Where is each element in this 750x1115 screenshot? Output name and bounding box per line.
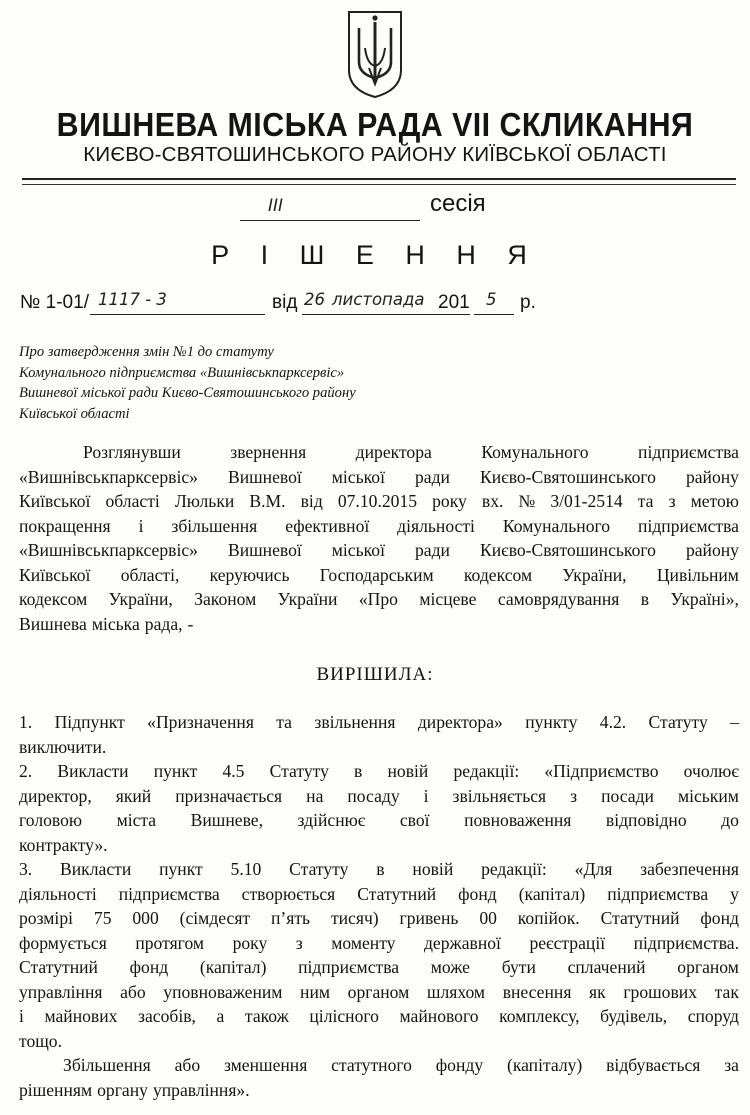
preamble-line: [19, 465, 739, 490]
item-line: [19, 784, 739, 809]
word: цілісного: [309, 1006, 379, 1026]
word: Господарським: [319, 564, 434, 585]
word: свої: [399, 810, 430, 830]
word: України,: [562, 564, 627, 585]
council-title: ВИШНЕВА МІСЬКА РАДА VII СКЛИКАННЯ: [56, 106, 694, 143]
word: і: [138, 515, 144, 536]
word: Вишневе,: [190, 810, 263, 830]
word: моменту: [331, 932, 396, 953]
word: Законом: [194, 589, 257, 609]
word: зменшення: [223, 1055, 308, 1075]
word: директор,: [19, 785, 92, 806]
decision-title: Р І Ш Е Н Н Я: [211, 240, 539, 270]
word: до: [721, 810, 739, 830]
word: від: [300, 491, 323, 511]
word: контракту».: [19, 834, 108, 855]
word: і: [19, 1006, 24, 1026]
year-digit: 5: [486, 290, 497, 309]
decision-number-prefix: № 1-01/: [20, 292, 89, 313]
word: Збільшення: [63, 1055, 151, 1075]
word: копійок.: [517, 908, 580, 928]
word: Комунального: [481, 442, 589, 462]
word: Статуту: [289, 859, 349, 879]
subject-line: Комунального підприємства «Вишнівськпарксервіс»: [19, 364, 345, 381]
word: району: [685, 466, 739, 487]
word: посади: [601, 785, 654, 806]
item-line: [19, 1078, 739, 1103]
word: 00: [479, 908, 497, 928]
item-line: [19, 759, 739, 784]
item-line: [19, 980, 739, 1005]
word: області,: [120, 564, 180, 585]
year-underline: [474, 314, 514, 315]
word: з: [295, 932, 303, 953]
date-day: 26: [304, 290, 325, 309]
word: на: [306, 785, 324, 806]
word: діяльності: [19, 883, 97, 904]
word: вх.: [481, 491, 504, 511]
word: так: [714, 981, 739, 1002]
item-line: [19, 857, 739, 882]
word: уповноваженим: [163, 981, 283, 1002]
word: збільшення: [171, 515, 258, 536]
word: Викласти: [60, 859, 132, 879]
word: звернення: [230, 442, 307, 462]
word: рада,: [144, 613, 183, 634]
decision-number-row: [20, 290, 740, 320]
word: Розглянувши: [83, 442, 181, 462]
word: з: [570, 785, 578, 806]
word: року: [432, 491, 467, 511]
item-line: [19, 735, 739, 760]
word: 000: [132, 908, 159, 928]
word: «Для: [574, 859, 613, 879]
word: органом: [677, 957, 739, 977]
word: України: [277, 589, 338, 609]
word: або: [174, 1055, 201, 1075]
word: Комунального: [502, 515, 611, 536]
word: покращення: [19, 515, 111, 536]
word: сплачений: [567, 957, 646, 977]
word: і: [423, 785, 429, 806]
session-label: сесія: [430, 190, 486, 217]
word: пункт: [153, 761, 198, 781]
word: посаду: [347, 785, 400, 806]
item-line: [19, 931, 739, 956]
date-prefix: від: [272, 292, 298, 313]
word: ради: [415, 466, 450, 487]
word: Люльки: [174, 491, 235, 511]
date-underline: [302, 314, 470, 315]
word: за: [724, 1055, 739, 1075]
word: ради: [415, 540, 450, 560]
word: здійснює: [297, 810, 366, 830]
preamble-line: [19, 440, 739, 465]
year-suffix: р.: [520, 292, 536, 313]
word: Статуту: [269, 761, 329, 781]
session-underline: [240, 196, 420, 221]
word: звільнення: [314, 712, 396, 732]
word: Київської: [19, 564, 91, 585]
word: також: [244, 1006, 289, 1026]
item-line: [19, 1053, 739, 1078]
district-subtitle: КИЄВО-СВЯТОШИНСЬКОГО РАЙОНУ КИЇВСЬКОЇ ОБЛАСТІ: [83, 143, 667, 166]
word: фонд: [129, 957, 169, 977]
word: відбувається: [606, 1055, 701, 1075]
word: підприємства: [298, 957, 400, 977]
year-prefix: 201: [438, 292, 470, 313]
word: міста: [116, 810, 157, 830]
word: року: [232, 932, 268, 953]
word: самоврядування: [497, 589, 620, 609]
word: редакції:: [453, 761, 520, 781]
word: 5.10: [230, 859, 262, 879]
word: Викласти: [57, 761, 129, 781]
word: №: [518, 491, 536, 511]
word: майнового: [399, 1006, 479, 1026]
word: Україні»,: [670, 589, 739, 609]
word: (капітал): [518, 883, 586, 904]
word: управління: [19, 981, 103, 1002]
word: підприємства.: [633, 932, 739, 953]
word: області: [105, 491, 160, 511]
word: директора: [355, 442, 432, 462]
word: Вишневої: [227, 540, 302, 560]
word: Києво-Святошинського: [480, 466, 656, 487]
preamble-line: [19, 489, 739, 514]
word: споруд: [687, 1006, 739, 1026]
word: управління».: [152, 1079, 250, 1100]
word: керуючись: [209, 564, 290, 585]
word: Статуту: [648, 712, 708, 732]
word: кодексом: [463, 564, 533, 585]
word: -: [187, 613, 194, 634]
preamble-line: [19, 612, 739, 637]
word: Статутний: [357, 883, 437, 904]
word: Підпункт: [54, 712, 125, 732]
word: в: [376, 859, 385, 879]
word: діяльності: [397, 515, 475, 536]
word: України,: [108, 589, 173, 609]
word: звільняється: [452, 785, 547, 806]
word: «Вишнівськпарксервіс»: [19, 466, 198, 487]
word: органу: [97, 1079, 148, 1100]
item-line: [19, 955, 739, 980]
word: створюється: [241, 883, 336, 904]
word: місцеве: [419, 589, 477, 609]
word: ефективної: [285, 515, 370, 536]
word: в: [354, 761, 363, 781]
word: шляхом: [426, 981, 486, 1002]
word: 4.5: [222, 761, 245, 781]
session-number: III: [268, 196, 284, 216]
word: державної: [423, 932, 501, 953]
word: «Підприємство: [544, 761, 659, 781]
subject-line: Вишневої міської ради Києво-Святошинського району: [19, 385, 356, 401]
word: міської: [331, 540, 385, 560]
word: метою: [690, 491, 739, 511]
word: фонд: [700, 908, 739, 928]
word: відповідно: [605, 810, 687, 830]
word: очолює: [683, 761, 739, 781]
word: району: [685, 540, 739, 560]
word: розмірі: [19, 908, 74, 928]
word: кодексом: [19, 589, 88, 609]
word: фонду: [435, 1055, 484, 1075]
word: міська: [91, 613, 140, 634]
word: тисяч): [330, 908, 379, 928]
item-line: [19, 882, 739, 907]
word: бути: [501, 957, 536, 977]
word: головою: [19, 810, 83, 830]
item-line: [19, 906, 739, 931]
word: або: [120, 981, 146, 1002]
number-underline: [90, 314, 265, 315]
word: та: [637, 491, 654, 511]
word: реєстрації: [529, 932, 606, 953]
word: підприємства: [607, 883, 709, 904]
word: 07.10.2015: [337, 491, 418, 511]
word: новій: [387, 761, 429, 781]
decision-subject: [19, 342, 479, 424]
word: формується: [19, 932, 107, 953]
word: внесення: [502, 981, 572, 1002]
word: Цивільним: [656, 564, 739, 585]
word: тощо.: [19, 1030, 62, 1051]
word: 75: [93, 908, 112, 928]
word: пункт: [159, 859, 203, 879]
word: 4.2.: [599, 712, 627, 732]
word: який: [115, 785, 152, 806]
word: В.М.: [249, 491, 286, 511]
subject-line: Про затвердження змін №1 до статуту: [19, 344, 274, 360]
preamble-line: [19, 587, 739, 612]
item-line: [19, 833, 739, 858]
header-divider-thin: [22, 184, 736, 185]
word: майнових: [44, 1006, 118, 1026]
word: пункту: [525, 712, 578, 732]
word: в: [640, 589, 650, 609]
resolution-items: [19, 710, 739, 1102]
word: підприємства: [638, 442, 739, 462]
word: підприємства: [118, 883, 220, 904]
word: засобів,: [138, 1006, 196, 1026]
word: міським: [677, 785, 739, 806]
word: новій: [412, 859, 454, 879]
subject-line: Київської області: [19, 405, 130, 422]
word: «Призначення: [147, 712, 254, 732]
preamble-paragraph: [19, 440, 739, 636]
word: з: [668, 491, 676, 511]
word: ним: [300, 981, 331, 1002]
word: Статутний: [600, 908, 680, 928]
date-month: листопада: [332, 290, 425, 309]
word: –: [730, 712, 739, 732]
word: Вишневої: [227, 466, 302, 487]
word: може: [430, 957, 470, 977]
preamble-line: [19, 563, 739, 588]
word: міської: [331, 466, 385, 487]
item-line: [19, 1029, 739, 1054]
word: Київської: [19, 491, 91, 511]
word: «Про: [358, 589, 398, 609]
word: як: [589, 981, 606, 1002]
header-divider: [22, 178, 736, 180]
word: (капіталу): [506, 1055, 583, 1075]
word: органом: [347, 981, 410, 1002]
item-line: [19, 710, 739, 735]
word: Статутний: [19, 957, 98, 977]
resolved-heading: ВИРІШИЛА:: [316, 664, 434, 685]
word: гривень: [399, 908, 459, 928]
word: підприємства: [638, 515, 739, 536]
word: Вишнева: [19, 613, 87, 634]
word: фонд: [458, 883, 497, 904]
word: 3/01-2514: [550, 491, 623, 511]
word: «Вишнівськпарксервіс»: [19, 540, 198, 560]
word: 3.: [19, 859, 33, 879]
word: Києво-Святошинського: [480, 540, 656, 560]
word: (сімдесят: [179, 908, 251, 928]
trident-emblem-icon: [345, 8, 405, 100]
word: п’ять: [270, 908, 311, 928]
word: а: [216, 1006, 225, 1026]
word: 2.: [19, 761, 33, 781]
preamble-line: [19, 514, 739, 539]
word: виключити.: [19, 736, 107, 757]
item-line: [19, 808, 739, 833]
word: рішенням: [19, 1079, 93, 1100]
word: повноваження: [464, 810, 572, 830]
word: будівель,: [600, 1006, 668, 1026]
decision-number: 1117 - 3: [98, 290, 167, 309]
word: комплексу,: [499, 1006, 580, 1026]
word: 1.: [19, 712, 33, 732]
word: директора»: [417, 712, 503, 732]
word: призначається: [175, 785, 283, 806]
preamble-line: [19, 538, 739, 563]
word: забезпечення: [640, 859, 739, 879]
word: грошових: [623, 981, 697, 1002]
word: протягом: [135, 932, 205, 953]
word: редакції:: [481, 859, 547, 879]
word: статутного: [331, 1055, 412, 1075]
item-line: [19, 1004, 739, 1029]
word: (капітал): [199, 957, 267, 977]
word: та: [276, 712, 292, 732]
word: у: [730, 883, 739, 904]
